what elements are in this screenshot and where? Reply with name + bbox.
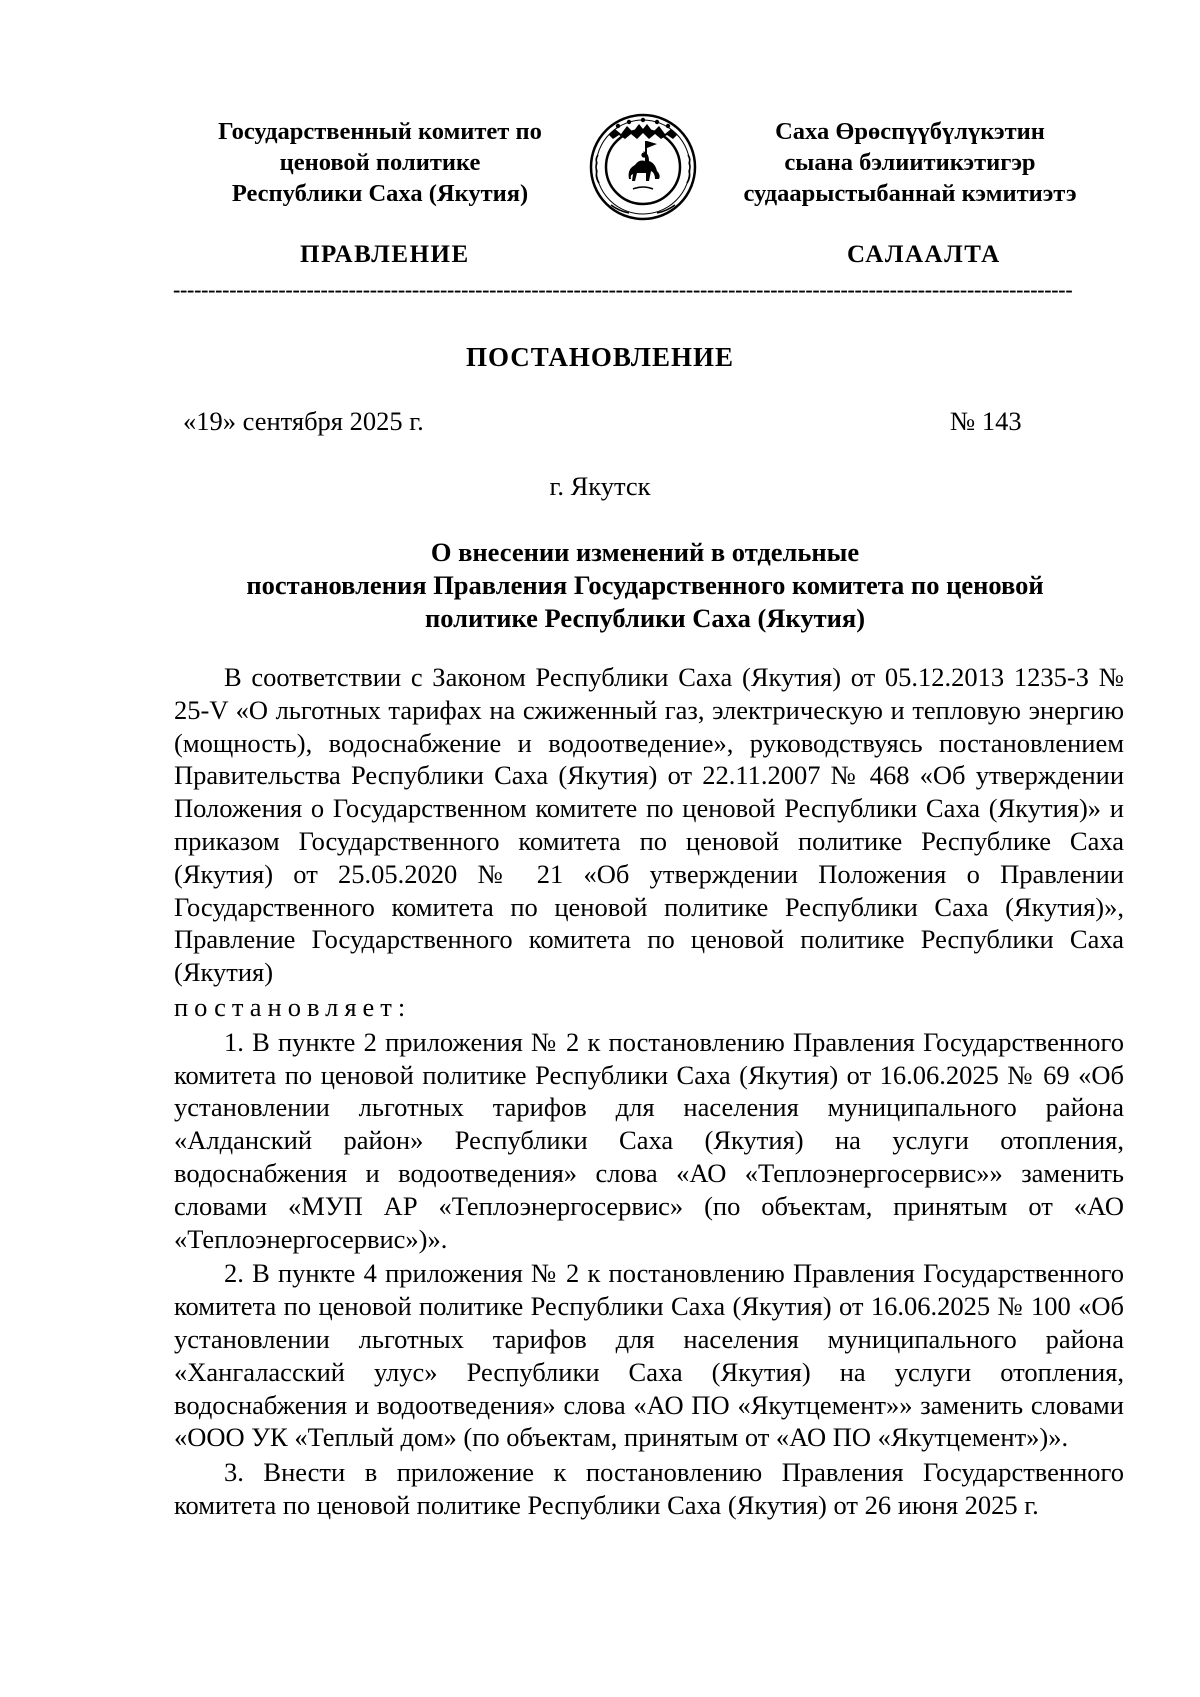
- document-number: № 143: [950, 406, 1022, 436]
- document-title-line: политике Республики Саха (Якутия): [424, 603, 866, 633]
- header-separator: --------------------------------------------------------------------------------------------------------------------------------: [173, 280, 1073, 300]
- item-1-paragraph: 1. В пункте 2 приложения № 2 к постановлению Правления Государственного комитета по ценовой политике Республики Саха (Якутия) от 16.06.2025 № 69 «Об установлении льготных тарифов для населения муниципального района «Алданский район» Республики Саха (Якутия) на услуги отопления, водоснабжения и водоотведения» слова «АО «Теплоэнергосервис»» заменить словами «МУП АР «Теплоэнергосервис» (по объектам, принятым от «АО «Теплоэнергосервис»)».: [174, 1026, 1124, 1254]
- header-left-block: [160, 116, 600, 209]
- document-city: г. Якутск: [549, 471, 651, 501]
- resolves-word: постановляет:: [174, 991, 412, 1022]
- coat-of-arms-emblem-icon: [589, 113, 697, 221]
- header-left-line: Республики Саха (Якутия): [231, 180, 529, 207]
- board-label-right: САЛААЛТА: [847, 241, 1001, 268]
- document-date: «19» сентября 2025 г.: [183, 406, 424, 436]
- preamble-paragraph: В соответствии с Законом Республики Саха (Якутия) от 05.12.2013 1235-З № 25-V «О льготных тарифах на сжиженный газ, электрическую и тепловую энергию (мощность), водоснабжение и водоотведение», руководствуясь постановлением Правительства Республики Саха (Якутия) от 22.11.2007 № 468 «Об утверждении Положения о Государственном комитете по ценовой Республики Саха (Якутия)» и приказом Государственного комитета по ценовой политике Республике Саха (Якутия) от 25.05.2020 № 21 «Об утверждении Положения о Правлении Государственного комитета по ценовой политике Республики Саха (Якутия)», Правление Государственного комитета по ценовой политике Республики Саха (Якутия): [174, 662, 1124, 988]
- board-label-left: ПРАВЛЕНИЕ: [300, 241, 470, 268]
- document-type-heading: ПОСТАНОВЛЕНИЕ: [465, 342, 735, 372]
- document-title-line: О внесении изменений в отдельные: [430, 537, 860, 567]
- header-right-line: сыана бэлиитикэтигэр: [784, 149, 1036, 176]
- document-title: [170, 536, 1120, 635]
- header-left-line: ценовой политике: [279, 149, 481, 176]
- header-right-block: [700, 116, 1120, 209]
- header-right-line: судаарыстыбаннай кэмитиэтэ: [743, 180, 1077, 207]
- document-title-line: постановления Правления Государственного комитета по ценовой: [246, 570, 1044, 600]
- header-left-line: Государственный комитет по: [218, 118, 542, 145]
- header-right-line: Саха Өрөспүүбүлүкэтин: [775, 118, 1045, 145]
- document-body: [174, 661, 1124, 1522]
- item-2-paragraph: 2. В пункте 4 приложения № 2 к постановлению Правления Государственного комитета по ценовой политике Республики Саха (Якутия) от 16.06.2025 № 100 «Об установлении льготных тарифов для населения муниципального района «Хангаласский улус» Республики Саха (Якутия) на услуги отопления, водоснабжения и водоотведения» слова «АО ПО «Якутцемент»» заменить словами «ООО УК «Теплый дом» (по объектам, принятым от «АО ПО «Якутцемент»)».: [174, 1258, 1124, 1453]
- item-3-paragraph: 3. Внести в приложение к постановлению Правления Государственного комитета по ценовой политике Республики Саха (Якутия) от 26 июня 2025 г.: [174, 1457, 1124, 1520]
